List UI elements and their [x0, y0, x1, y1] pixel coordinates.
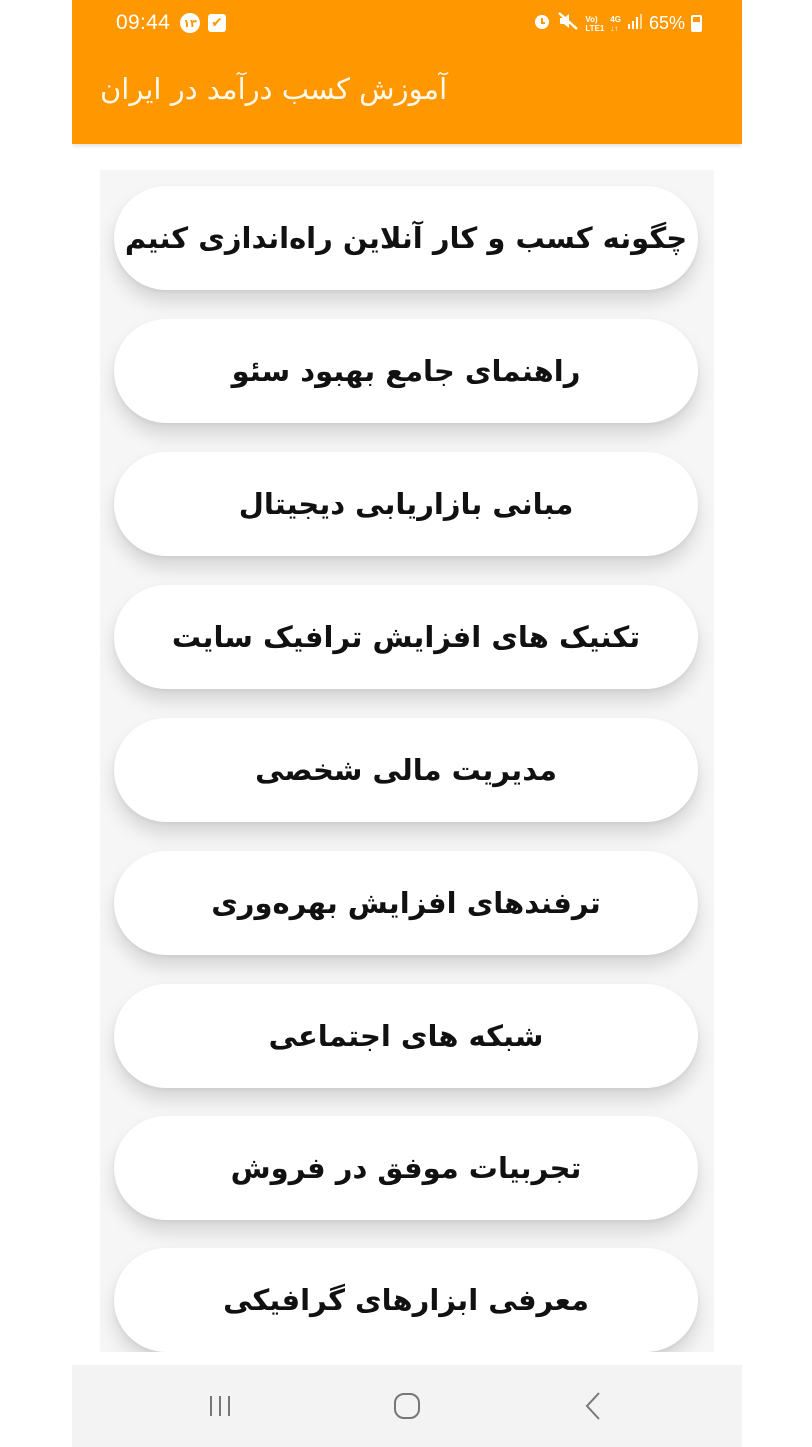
battery-percent: 65% [648, 13, 685, 33]
menu-item-site-traffic[interactable] [114, 585, 698, 689]
menu-item-label: تجربیات موفق در فروش [230, 1151, 582, 1185]
4g-icon: 4G ↓↑ [610, 14, 621, 33]
back-icon [581, 1390, 607, 1422]
menu-item-digital-marketing[interactable] [114, 452, 698, 556]
navigation-bar [72, 1365, 742, 1447]
menu-item-label: تکنیک های افزایش ترافیک سایت [171, 620, 641, 654]
battery-fill [693, 22, 700, 30]
back-button[interactable] [564, 1383, 624, 1429]
menu-item-label: مدیریت مالی شخصی [255, 753, 557, 787]
menu-item-personal-finance[interactable] [114, 718, 698, 822]
notification-icons [180, 13, 226, 33]
menu-item-label: معرفی ابزارهای گرافیکی [223, 1283, 589, 1317]
notification-badge-icon: ۱۳ [180, 13, 200, 33]
home-icon [391, 1390, 423, 1422]
menu-item-online-business[interactable] [114, 186, 698, 290]
recent-apps-button[interactable] [190, 1383, 250, 1429]
menu-item-graphic-tools[interactable] [114, 1248, 698, 1352]
system-icons [533, 11, 702, 36]
menu-item-sales-experiences[interactable] [114, 1116, 698, 1220]
menu-item-label: مبانی بازاریابی دیجیتال [238, 487, 574, 521]
battery-icon [691, 15, 702, 32]
status-time: 09:44 [116, 11, 171, 34]
phone-screen [72, 0, 742, 1447]
menu-item-label: شبکه های اجتماعی [268, 1019, 544, 1053]
alarm-icon [533, 12, 551, 35]
menu-item-label: ترفندهای افزایش بهره‌وری [211, 886, 601, 920]
signal-icon [627, 13, 643, 34]
menu-list[interactable] [100, 170, 714, 1352]
home-button[interactable] [377, 1383, 437, 1429]
status-bar [72, 0, 742, 48]
checkbox-notification-icon: ✔ [208, 14, 226, 32]
menu-item-social-networks[interactable] [114, 984, 698, 1088]
recent-apps-icon [205, 1393, 235, 1419]
menu-item-productivity[interactable] [114, 851, 698, 955]
mute-icon [557, 11, 579, 36]
menu-item-label: راهنمای جامع بهبود سئو [231, 354, 581, 388]
menu-item-label: چگونه کسب و کار آنلاین راه‌اندازی کنیم [124, 221, 688, 255]
app-bar [72, 48, 742, 144]
menu-item-seo-guide[interactable] [114, 319, 698, 423]
volte-icon: Vo) LTE1 [585, 14, 605, 33]
app-title: آموزش کسب درآمد در ایران [100, 72, 448, 106]
